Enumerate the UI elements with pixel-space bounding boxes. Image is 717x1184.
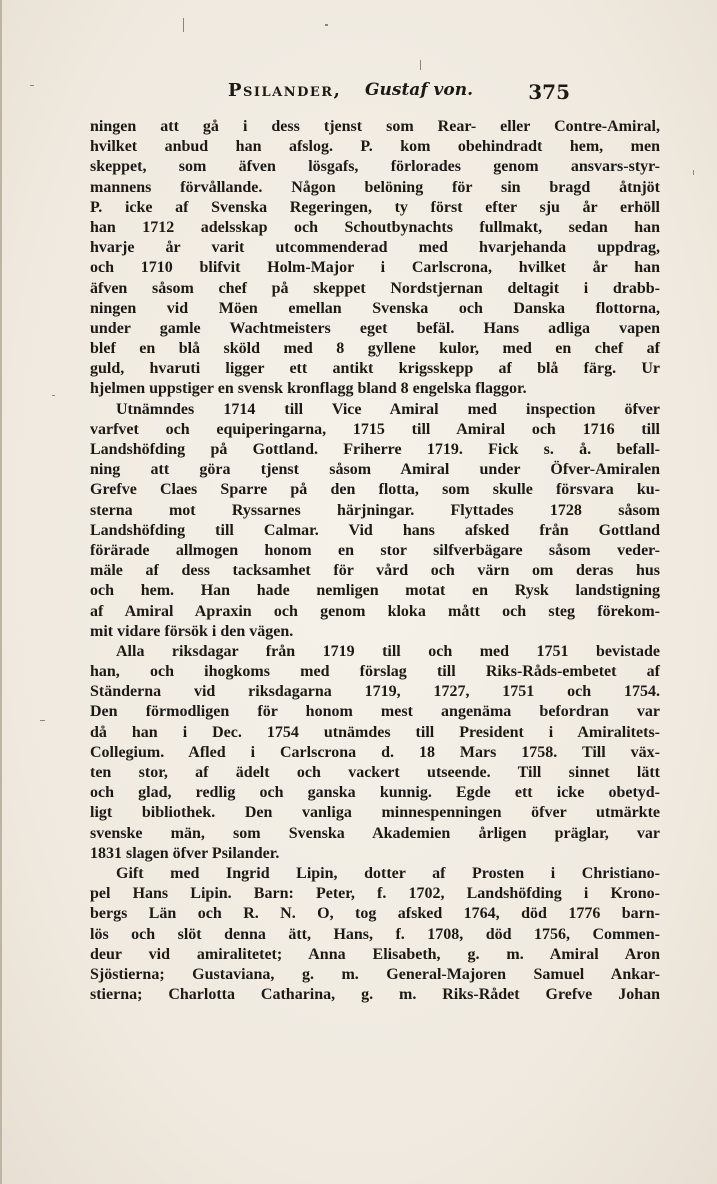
text-line: ning att göra tjenst såsom Amiral under Öfver-Amiralen [90, 461, 660, 479]
header-given-name: Gustaf von. [365, 80, 474, 100]
ink-speck [183, 18, 184, 32]
text-line: blef en blå sköld med 8 gyllene kulor, med en chef af [90, 340, 660, 358]
page-number: 375 [528, 80, 570, 104]
binding-shadow [0, 0, 2, 1184]
text-line: hvarje år varit utcommenderad med hvarjehanda uppdrag, [90, 239, 660, 257]
text-line: och glad, redlig och ganska kunnig. Egde ett icke obetyd- [90, 784, 660, 802]
text-line: 1831 slagen öfver Psilander. [90, 844, 280, 862]
ink-speck [30, 85, 34, 86]
text-line: han 1712 adelsskap och Schoutbynachts fullmakt, sedan han [90, 218, 660, 236]
ink-speck [325, 24, 328, 26]
text-line: och hem. Han hade nemligen motat en Rysk landstigning [90, 582, 660, 600]
text-line: svenske män, som Svenska Akademien årligen präglar, var [90, 824, 660, 842]
text-line: under gamle Wachtmeisters eget befäl. Hans adliga vapen [90, 319, 660, 337]
text-line: förärade allmogen honom en stor silfverbägare såsom veder- [90, 541, 660, 559]
text-line: Landshöfding på Gottland. Friherre 1719. Fick s. å. befall- [90, 441, 660, 458]
text-line: bergs Län och R. N. O, tog afsked 1764, död 1776 barn- [90, 905, 660, 923]
text-line: mannens förvållande. Någon belöning för sin bragd åtnjöt [90, 178, 660, 196]
text-line: Landshöfding till Calmar. Vid hans afsked från Gottland [90, 521, 660, 539]
text-line: ligt bibliothek. Den vanliga minnespenningen öfver utmärkte [90, 804, 660, 822]
body-text [90, 117, 660, 1005]
text-line: mit vidare försök i den vägen. [90, 622, 294, 640]
text-line: varfvet och equiperingarna, 1715 till Amiral och 1716 till [90, 420, 660, 438]
text-line: han, och ihogkoms med förslag till Riks-Råds-embetet af [90, 663, 660, 681]
text-line: äfven såsom chef på skeppet Nordstjernan deltagit i drabb- [90, 279, 660, 297]
text-line: skeppet, som äfven lösgafs, förlorades genom ansvars-styr- [90, 158, 660, 176]
text-line: mäle af dess tacksamhet för vård och värn om deras hus [90, 562, 660, 580]
text-line: deur vid amiralitetet; Anna Elisabeth, g. m. Amiral Aron [90, 945, 660, 963]
text-line: ningen att gå i dess tjenst som Rear- eller Contre-Amiral, [90, 118, 660, 135]
ink-speck [52, 395, 55, 396]
text-line: då han i Dec. 1754 utnämdes till President i Amiralitets- [90, 723, 660, 741]
ink-speck [420, 60, 421, 70]
text-line: stierna; Charlotta Catharina, g. m. Riks-Rådet Grefve Johan [90, 986, 660, 1004]
text-line: sterna mot Ryssarnes härjningar. Flyttades 1728 såsom [90, 501, 660, 519]
text-line: af Amiral Apraxin och genom kloka mått och steg förekom- [90, 602, 660, 620]
text-line: Ständerna vid riksdagarna 1719, 1727, 1751 och 1754. [90, 683, 660, 701]
text-line: ten stor, af ädelt och vackert utseende. Till sinnet lätt [90, 764, 660, 781]
text-line: hvilket anbud han afslog. P. kom obehindradt hem, men [90, 138, 660, 156]
text-line: Collegium. Afled i Carlscrona d. 18 Mars 1758. Till väx- [90, 743, 660, 761]
text-line: Alla riksdagar från 1719 till och med 1751 bevistade [116, 642, 660, 660]
text-line: Gift med Ingrid Lipin, dotter af Prosten i Christiano- [116, 864, 660, 882]
text-line: guld, hvaruti ligger ett antikt krigsskepp af blå färg. Ur [90, 360, 660, 378]
text-line: och 1710 blifvit Holm-Major i Carlscrona, hvilket år han [90, 259, 660, 277]
text-line: Den förmodligen för honom mest angenäma befordran var [90, 703, 660, 721]
text-line: P. icke af Svenska Regeringen, ty först efter sju år erhöll [90, 198, 660, 216]
text-line: hjelmen uppstiger en svensk kronflagg bland 8 engelska flaggor. [90, 380, 527, 398]
text-line: ningen vid Möen emellan Svenska och Danska flottorna, [90, 299, 660, 317]
running-header [228, 80, 570, 110]
text-line: Utnämndes 1714 till Vice Amiral med inspection öfver [116, 400, 660, 418]
text-line: lös och slöt denna ätt, Hans, f. 1708, död 1756, Commen- [90, 925, 660, 943]
text-line: Sjöstierna; Gustaviana, g. m. General-Majoren Samuel Ankar- [90, 965, 660, 983]
ink-speck [693, 170, 694, 175]
ink-speck [40, 720, 45, 721]
text-line: Grefve Claes Sparre på den flotta, som skulle försvara ku- [90, 481, 660, 499]
header-surname: Psilander, [228, 80, 342, 101]
text-line: pel Hans Lipin. Barn: Peter, f. 1702, Landshöfding i Krono- [90, 885, 660, 903]
